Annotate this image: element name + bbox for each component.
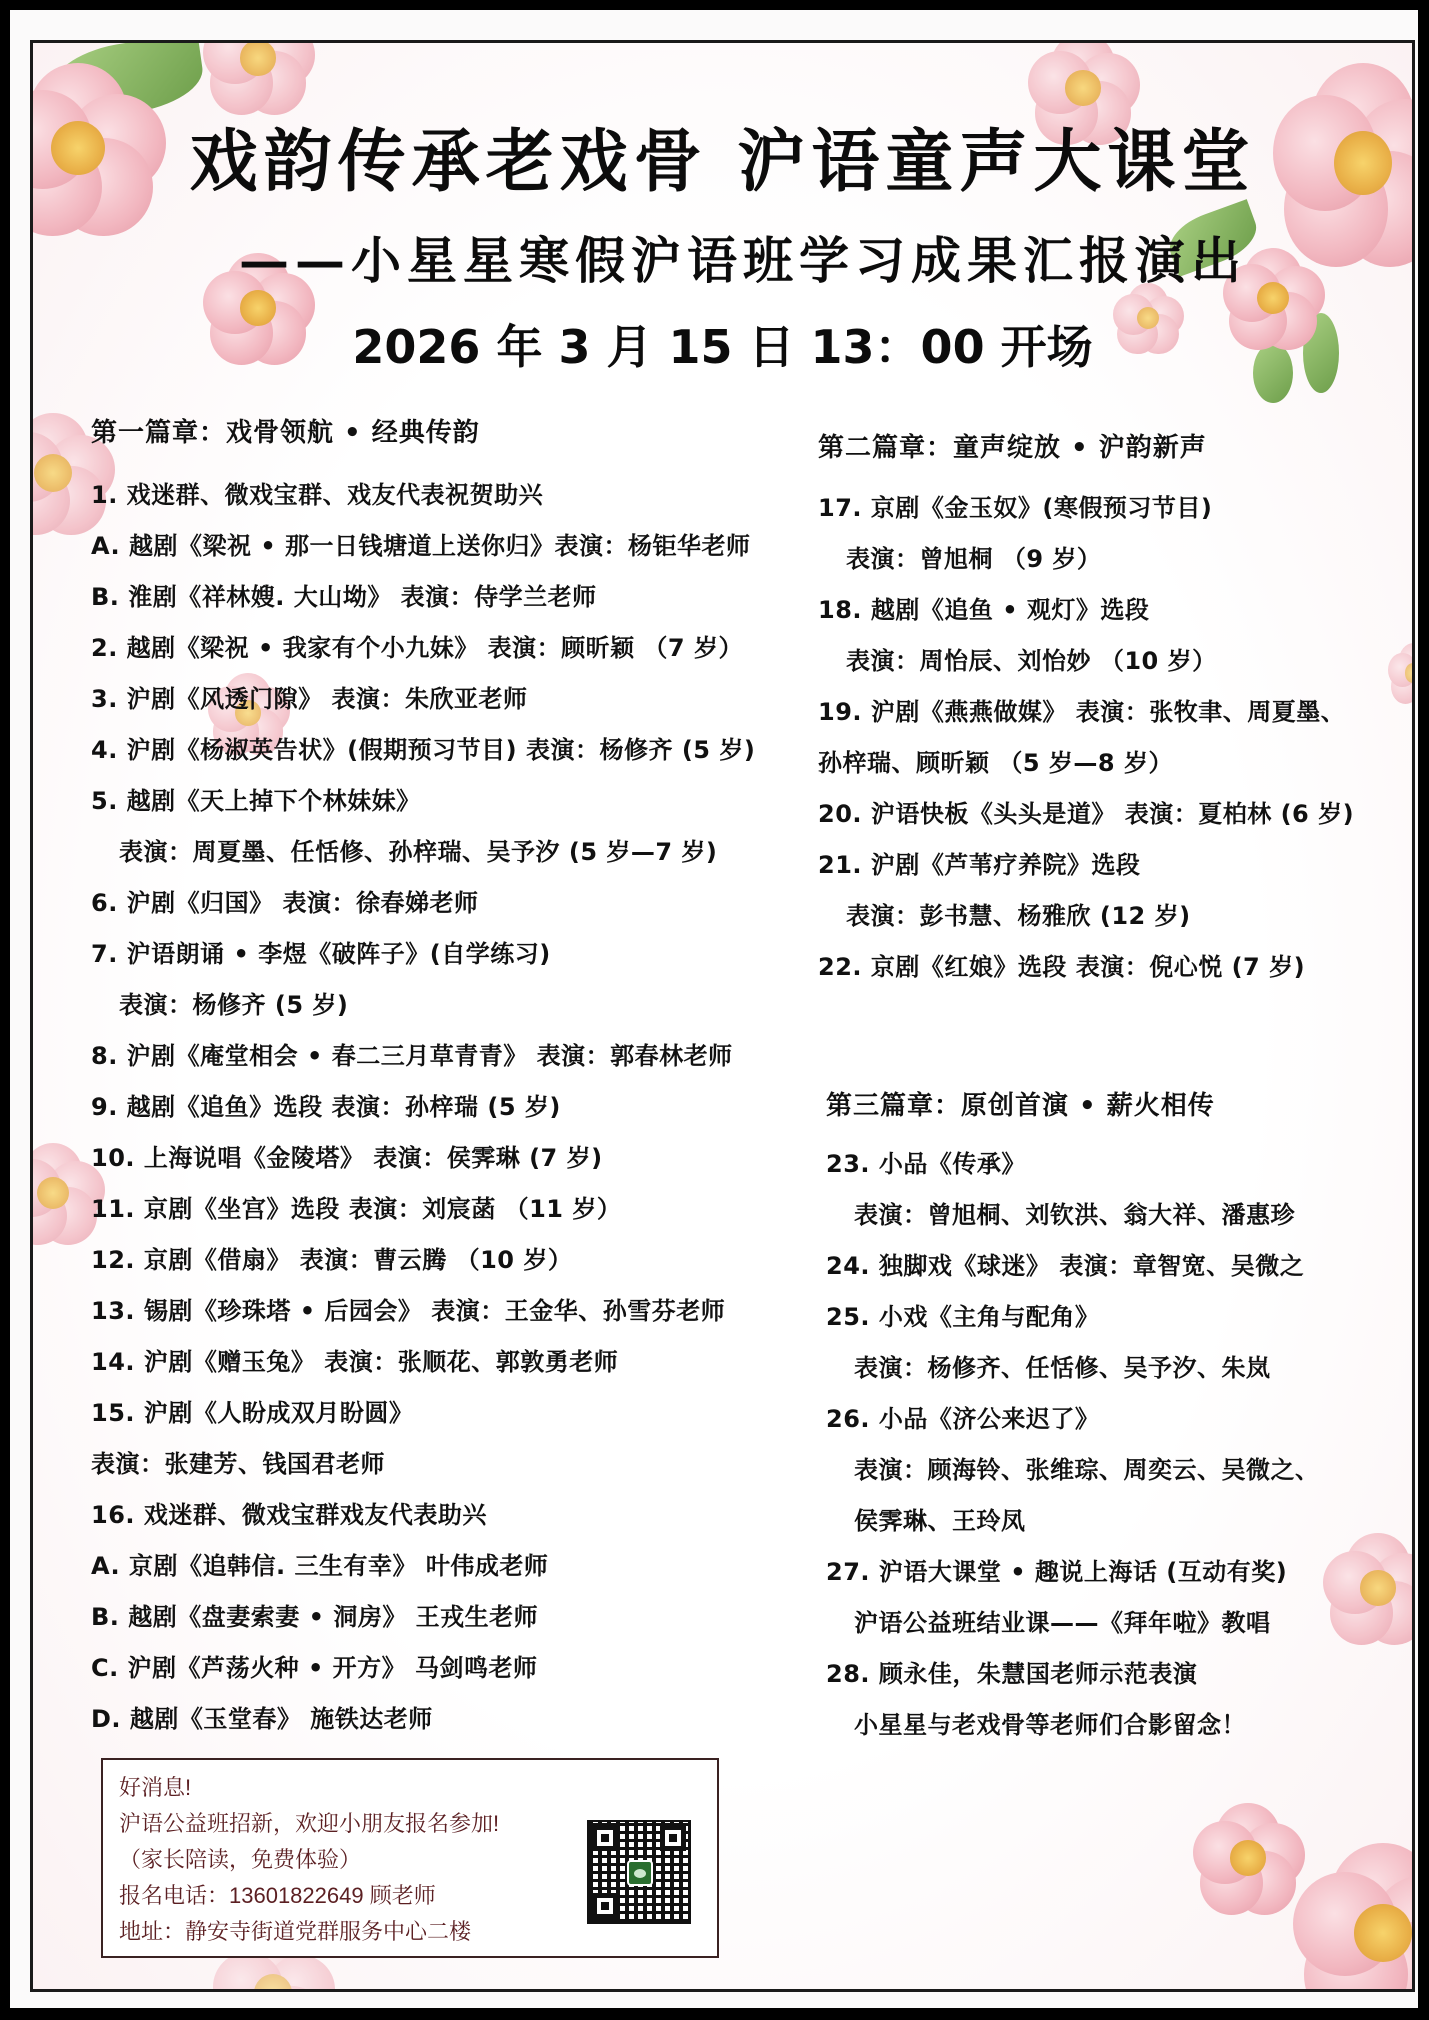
poster-subtitle: ——小星星寒假沪语班学习成果汇报演出 — [239, 231, 1247, 290]
chapter-3-title: 第三篇章：原创首演 • 薪火相传 — [826, 1091, 1215, 1121]
program-item: B. 淮剧《祥林嫂. 大山坳》 表演：侍学兰老师 — [91, 583, 597, 611]
program-item: 1. 戏迷群、微戏宝群、戏友代表祝贺助兴 — [91, 481, 544, 509]
program-item: 3. 沪剧《风透门隙》 表演：朱欣亚老师 — [91, 685, 528, 713]
program-item: 15. 沪剧《人盼成双月盼圆》 — [91, 1399, 414, 1427]
program-item: 6. 沪剧《归国》 表演：徐春娣老师 — [91, 889, 479, 917]
program-item: B. 越剧《盘妻索妻 • 洞房》 王戎生老师 — [91, 1603, 539, 1631]
program-item: 2. 越剧《梁祝 • 我家有个小九妹》 表演：顾昕颖 （7 岁） — [91, 634, 743, 662]
program-item: 小星星与老戏骨等老师们合影留念！ — [854, 1711, 1246, 1739]
program-item: 17. 京剧《金玉奴》(寒假预习节目) — [818, 494, 1213, 522]
program-item: 16. 戏迷群、微戏宝群戏友代表助兴 — [91, 1501, 487, 1529]
program-item: A. 越剧《梁祝 • 那一日钱塘道上送你归》表演：杨钜华老师 — [91, 532, 751, 560]
program-item: 5. 越剧《天上掉下个林妹妹》 — [91, 787, 421, 815]
program-item: 9. 越剧《追鱼》选段 表演：孙梓瑞 (5 岁) — [91, 1093, 561, 1121]
program-item: 表演：周怡辰、刘怡妙 （10 岁） — [846, 647, 1217, 675]
program-item: 14. 沪剧《赠玉兔》 表演：张顺花、郭敦勇老师 — [91, 1348, 619, 1376]
program-item: 侯霁琳、王玲凤 — [854, 1507, 1026, 1535]
notice-phone: 报名电话：13601822649 顾老师 — [119, 1883, 436, 1908]
program-item: 12. 京剧《借扇》 表演：曹云腾 （10 岁） — [91, 1246, 573, 1274]
program-item: 25. 小戏《主角与配角》 — [826, 1303, 1100, 1331]
program-item: 18. 越剧《追鱼 • 观灯》选段 — [818, 596, 1150, 624]
chapter-2-3-column — [818, 423, 1398, 1751]
program-item: 表演：杨修齐、任恬修、吴予汐、朱岚 — [854, 1354, 1271, 1382]
chapter-1-program-list — [91, 470, 831, 1745]
program-item: 表演：顾海铃、张维琮、周奕云、吴微之、 — [854, 1456, 1320, 1484]
program-item: 20. 沪语快板《头头是道》 表演：夏柏林 (6 岁) — [818, 800, 1355, 828]
program-item: 26. 小品《济公来迟了》 — [826, 1405, 1100, 1433]
program-item: A. 京剧《追韩信. 三生有幸》 叶伟成老师 — [91, 1552, 549, 1580]
notice-parent-note: （家长陪读，免费体验） — [119, 1847, 362, 1872]
program-item: 27. 沪语大课堂 • 趣说上海话 (互动有奖) — [826, 1558, 1288, 1586]
program-item: 19. 沪剧《燕燕做媒》 表演：张牧聿、周夏墨、 — [818, 698, 1346, 726]
chapter-3-program-list — [818, 1139, 1398, 1751]
wechat-logo-icon — [627, 1860, 653, 1886]
notice-heading: 好消息! — [119, 1775, 192, 1800]
program-item: 24. 独脚戏《球迷》 表演：章智宽、吴微之 — [826, 1252, 1305, 1280]
notice-recruit-text: 沪语公益班招新，欢迎小朋友报名参加! — [119, 1811, 500, 1836]
chapter-2-title: 第二篇章：童声绽放 • 沪韵新声 — [818, 433, 1207, 463]
chapter-2-program-list — [818, 483, 1398, 993]
program-item: 表演：彭书慧、杨雅欣 (12 岁) — [846, 902, 1191, 930]
program-item: 7. 沪语朗诵 • 李煜《破阵子》(自学练习) — [91, 940, 551, 968]
poster-frame — [30, 40, 1415, 1992]
program-item: 28. 顾永佳，朱慧国老师示范表演 — [826, 1660, 1198, 1688]
program-item: D. 越剧《玉堂春》 施铁达老师 — [91, 1705, 433, 1733]
chapter-1-column — [91, 408, 831, 1745]
program-item: C. 沪剧《芦荡火种 • 开方》 马剑鸣老师 — [91, 1654, 538, 1682]
wechat-qr-code-icon[interactable] — [587, 1820, 691, 1924]
chapter-1-title: 第一篇章：戏骨领航 • 经典传韵 — [91, 418, 480, 448]
notice-address: 地址：静安寺街道党群服务中心二楼 — [119, 1919, 472, 1944]
program-item: 表演：张建芳、钱国君老师 — [91, 1450, 385, 1478]
program-item: 表演：周夏墨、任恬修、孙梓瑞、吴予汐 (5 岁—7 岁) — [119, 838, 718, 866]
poster-paper — [10, 10, 1418, 2008]
program-item: 23. 小品《传承》 — [826, 1150, 1026, 1178]
program-item: 8. 沪剧《庵堂相会 • 春二三月草青青》 表演：郭春林老师 — [91, 1042, 733, 1070]
program-item: 表演：曾旭桐、刘钦洪、翁大祥、潘惠珍 — [854, 1201, 1295, 1229]
program-item: 11. 京剧《坐宫》选段 表演：刘宸菡 （11 岁） — [91, 1195, 622, 1223]
program-item: 22. 京剧《红娘》选段 表演：倪心悦 (7 岁) — [818, 953, 1306, 981]
program-item: 4. 沪剧《杨淑英告状》(假期预习节目) 表演：杨修齐 (5 岁) — [91, 736, 756, 764]
program-item: 表演：曾旭桐 （9 岁） — [846, 545, 1102, 573]
program-item: 10. 上海说唱《金陵塔》 表演：侯霁琳 (7 岁) — [91, 1144, 603, 1172]
recruitment-notice-box — [101, 1758, 719, 1958]
program-item: 孙梓瑞、顾昕颖 （5 岁—8 岁） — [818, 749, 1173, 777]
poster-title: 戏韵传承老戏骨 沪语童声大课堂 — [189, 122, 1256, 202]
program-item: 13. 锡剧《珍珠塔 • 后园会》 表演：王金华、孙雪芬老师 — [91, 1297, 726, 1325]
program-item: 表演：杨修齐 (5 岁) — [119, 991, 349, 1019]
program-item: 21. 沪剧《芦苇疗养院》选段 — [818, 851, 1141, 879]
event-datetime: 2026 年 3 月 15 日 13：00 开场 — [352, 320, 1093, 374]
program-item: 沪语公益班结业课——《拜年啦》教唱 — [854, 1609, 1271, 1637]
